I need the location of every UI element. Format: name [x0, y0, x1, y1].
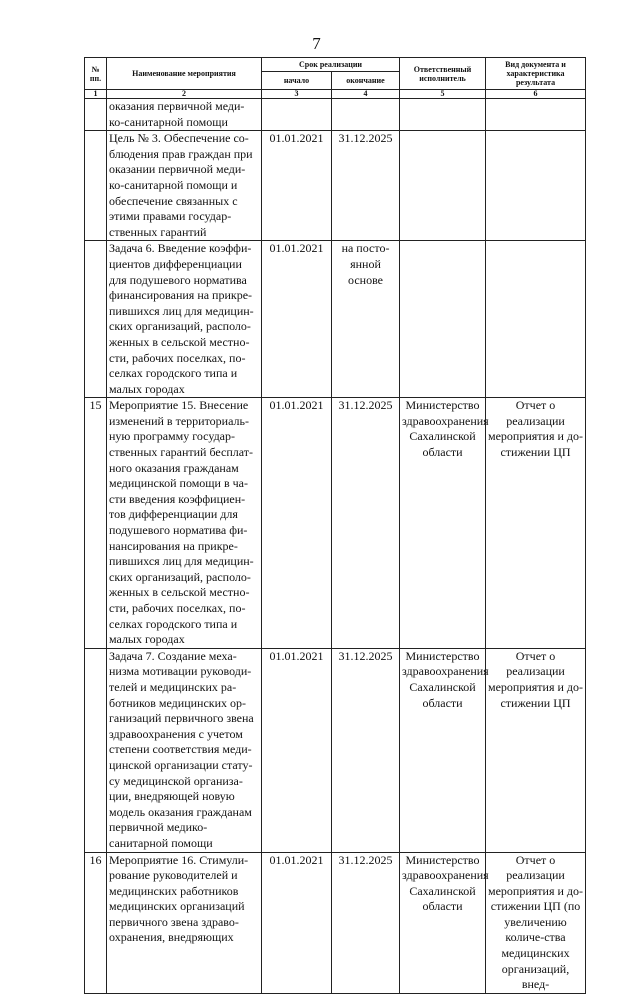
row-num — [85, 99, 107, 131]
row-responsible — [400, 241, 486, 398]
column-number: 1 — [85, 90, 107, 99]
row-num: 16 — [85, 852, 107, 993]
row-start: 01.01.2021 — [262, 131, 332, 241]
table-row — [85, 852, 586, 993]
page-number: 7 — [312, 34, 321, 53]
table-row — [85, 99, 586, 131]
row-end: 31.12.2025 — [332, 852, 400, 993]
column-number: 4 — [332, 90, 400, 99]
row-result: Отчет о реализации мероприятия и до-стижении ЦП (по увеличению количе-ства медицинских организаций, внед- — [486, 852, 586, 993]
column-number: 3 — [262, 90, 332, 99]
table-row — [85, 131, 586, 241]
row-start: 01.01.2021 — [262, 398, 332, 649]
column-number: 5 — [400, 90, 486, 99]
row-result: Отчет о реализации мероприятия и до-стижении ЦП — [486, 648, 586, 852]
row-responsible: Министерство здравоохранения Сахалинской области — [400, 398, 486, 649]
column-number: 6 — [486, 90, 586, 99]
row-result: Отчет о реализации мероприятия и до-стижении ЦП — [486, 398, 586, 649]
row-name: Задача 6. Введение коэффи-циентов дифференциации для подушевого норматива финансирования на прикре-пившихся лиц для медицин-ских организаций, располо-женных в сельской местно-сти, рабочих поселках, по-селках городского типа и малых городах — [107, 241, 262, 398]
row-name: Мероприятие 16. Стимули-рование руководителей и медицинских работников медицинских организаций первичного звена здраво-охранения, внедряющих — [107, 852, 262, 993]
row-result — [486, 99, 586, 131]
row-num — [85, 241, 107, 398]
row-end: 31.12.2025 — [332, 398, 400, 649]
header-name: Наименование мероприятия — [107, 58, 262, 90]
row-end: 31.12.2025 — [332, 648, 400, 852]
row-start: 01.01.2021 — [262, 852, 332, 993]
row-num — [85, 648, 107, 852]
row-start: 01.01.2021 — [262, 648, 332, 852]
row-result — [486, 131, 586, 241]
row-end — [332, 99, 400, 131]
table-row — [85, 398, 586, 649]
row-name: Цель № 3. Обеспечение со-блюдения прав граждан при оказании первичной меди-ко-санитарной помощи и обеспечение связанных с этими правами государ-ственных гарантий — [107, 131, 262, 241]
row-responsible — [400, 131, 486, 241]
column-number: 2 — [107, 90, 262, 99]
row-responsible: Министерство здравоохранения Сахалинской области — [400, 648, 486, 852]
header-num: № пп. — [85, 58, 107, 90]
row-start — [262, 99, 332, 131]
row-name: оказания первичной меди-ко-санитарной помощи — [107, 99, 262, 131]
row-start: 01.01.2021 — [262, 241, 332, 398]
header-start: начало — [262, 72, 332, 90]
header-period: Срок реализации — [262, 58, 400, 72]
header-responsible: Ответственный исполнитель — [400, 58, 486, 90]
header-doc-type: Вид документа и характеристика результата — [486, 58, 586, 90]
row-responsible — [400, 99, 486, 131]
row-num: 15 — [85, 398, 107, 649]
row-name: Задача 7. Создание меха-низма мотивации руководи-телей и медицинских ра-ботников медицинских ор-ганизаций первичного звена здравоохранения с учетом степени соответствия меди-цинской организации стату-су медицинской организа-ции, внедряющей новую модель оказания гражданам первичной медико-санитарной помощи — [107, 648, 262, 852]
row-responsible: Министерство здравоохранения Сахалинской области — [400, 852, 486, 993]
table-row — [85, 648, 586, 852]
row-name: Мероприятие 15. Внесение изменений в территориаль-ную программу государ-ственных гарантий бесплат-ного оказания гражданам медицинской помощи в ча-сти введения коэффициен-тов дифференциации для подушевого норматива фи-нансирования на прикре-пившихся лиц для медицин-ских организаций, располо-женных в сельской местно-сти, рабочих поселках, по-селках городского типа и малых городах — [107, 398, 262, 649]
activities-table — [84, 57, 586, 994]
header-end: окончание — [332, 72, 400, 90]
row-num — [85, 131, 107, 241]
row-end: 31.12.2025 — [332, 131, 400, 241]
row-result — [486, 241, 586, 398]
table-row — [85, 241, 586, 398]
row-end: на посто-янной основе — [332, 241, 400, 398]
